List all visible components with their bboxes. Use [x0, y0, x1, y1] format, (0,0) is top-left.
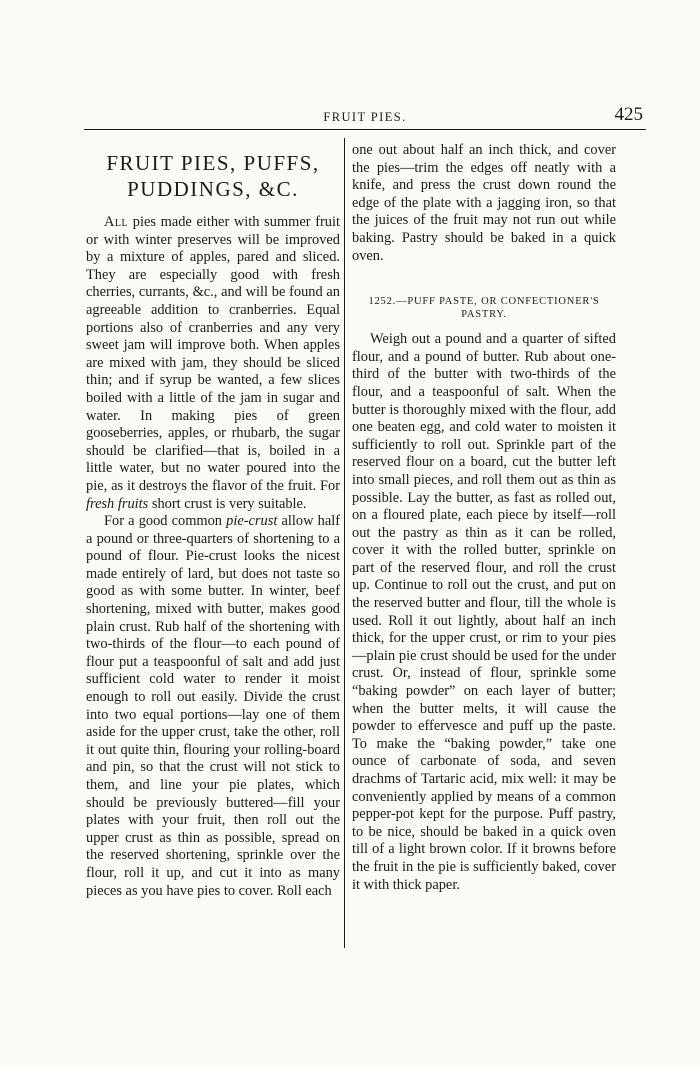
running-head — [84, 104, 646, 128]
right-column — [352, 142, 616, 894]
recipe-heading: 1252.—PUFF PASTE, OR CONFECTIONER'S PASTRY. — [368, 296, 600, 321]
paragraph-fruit-pies — [86, 214, 340, 513]
column-divider — [344, 138, 345, 948]
text-run: For a good common — [104, 513, 227, 530]
chapter-title: FRUIT PIES, PUFFS, PUDDINGS, &C. — [106, 151, 320, 201]
running-title: FRUIT PIES. — [323, 110, 407, 124]
text-run: pies made either with summer fruit or with winter preserves will be improved by a mixture of apples, pared and sliced. They are especially good with fresh cherries, currants, &c., and will be found an agreeable addition to cranberries. Equal portions also of cranberries and any very sweet jam will improve both. When apples are mixed with jam, they should be sliced thin; and if syrup be wanted, a few slices boiled with a little of the jam in sugar and water. In making pies of green gooseberries, apples, or rhubarb, the sugar should be clarified—that is, boiled in a little water, but no water poured into the pie, as it destroys the flavor of the fruit. For — [86, 214, 340, 494]
header-rule — [84, 129, 646, 130]
page-number: 425 — [614, 104, 643, 125]
paragraph-puff-paste: Weigh out a pound and a quarter of sifted flour, and a pound of butter. Rub about one-third of the butter with two-thirds of the flour, and a teaspoonful of salt. When the butter is thoroughly mixed with the flour, add one beaten egg, and cold water to moisten it sufficiently to roll out. Sprinkle part of the reserved flour on a board, cut the butter left into small pieces, and roll them out as thin as possible. Lay the butter, as fast as rolled out, on a floured plate, each piece by itself—roll out the pastry as thin as it can be rolled, cover it with the rolled butter, sprinkle on part of the reserved flour, and roll the crust up. Continue to roll out the crust, and put on the reserved butter and flour, till the whole is used. Roll it out lightly, about half an inch thick, for the upper crust, or rim to your pies—plain pie crust should be used for the under crust. Or, instead of flour, sprinkle some “baking powder” on each layer of butter; when the butter melts, it will cause the powder to effervesce and puff up the paste. To make the “baking powder,” take one ounce of carbonate of soda, and seven drachms of Tartaric acid, mix well: it may be conveniently applied by means of a common pepper-pot kept for the purpose. Puff pastry, to be nice, should be baked in a quick oven till of a light brown color. If it browns before the fruit in the pie is sufficiently baked, cover it with thick paper. — [352, 331, 616, 893]
italic-phrase: pie-crust — [226, 513, 278, 530]
paragraph-continuation: one out about half an inch thick, and cover the pies—trim the edges off neatly with a knife, and press the crust down round the edge of the plate with a jagging iron, so that the juices of the fruit may not run out while baking. Pastry should be baked in a quick oven. — [352, 142, 616, 264]
italic-phrase: fresh fruits — [86, 495, 149, 512]
text-run: allow half a pound or three-quarters of shortening to a pound of flour. Pie-crust looks the nicest made entirely of lard, but does not taste so good as with some butter. In winter, beef shortening, mixed with butter, makes good plain crust. Rub half of the shortening with two-thirds of the flour—to each pound of flour put a teaspoonful of salt and add just sufficient cold water to render it moist enough to roll out easily. Divide the crust into two equal portions—lay one of them aside for the upper crust, take the other, roll it out quite thin, flouring your rolling-board and pin, so that the crust will not stick to them, and line your pie plates, which should be previously buttered—fill your plates with your fruit, then roll out the upper crust as thin as possible, spread on the reserved shortening, sprinkle over the flour, roll it up, and cut it into as many pieces as you have pies to cover. Roll each — [86, 513, 340, 899]
text-run: short crust is very suitable. — [148, 495, 307, 512]
lead-word: All — [104, 214, 129, 230]
left-column — [86, 142, 340, 900]
paragraph-pie-crust — [86, 513, 340, 900]
